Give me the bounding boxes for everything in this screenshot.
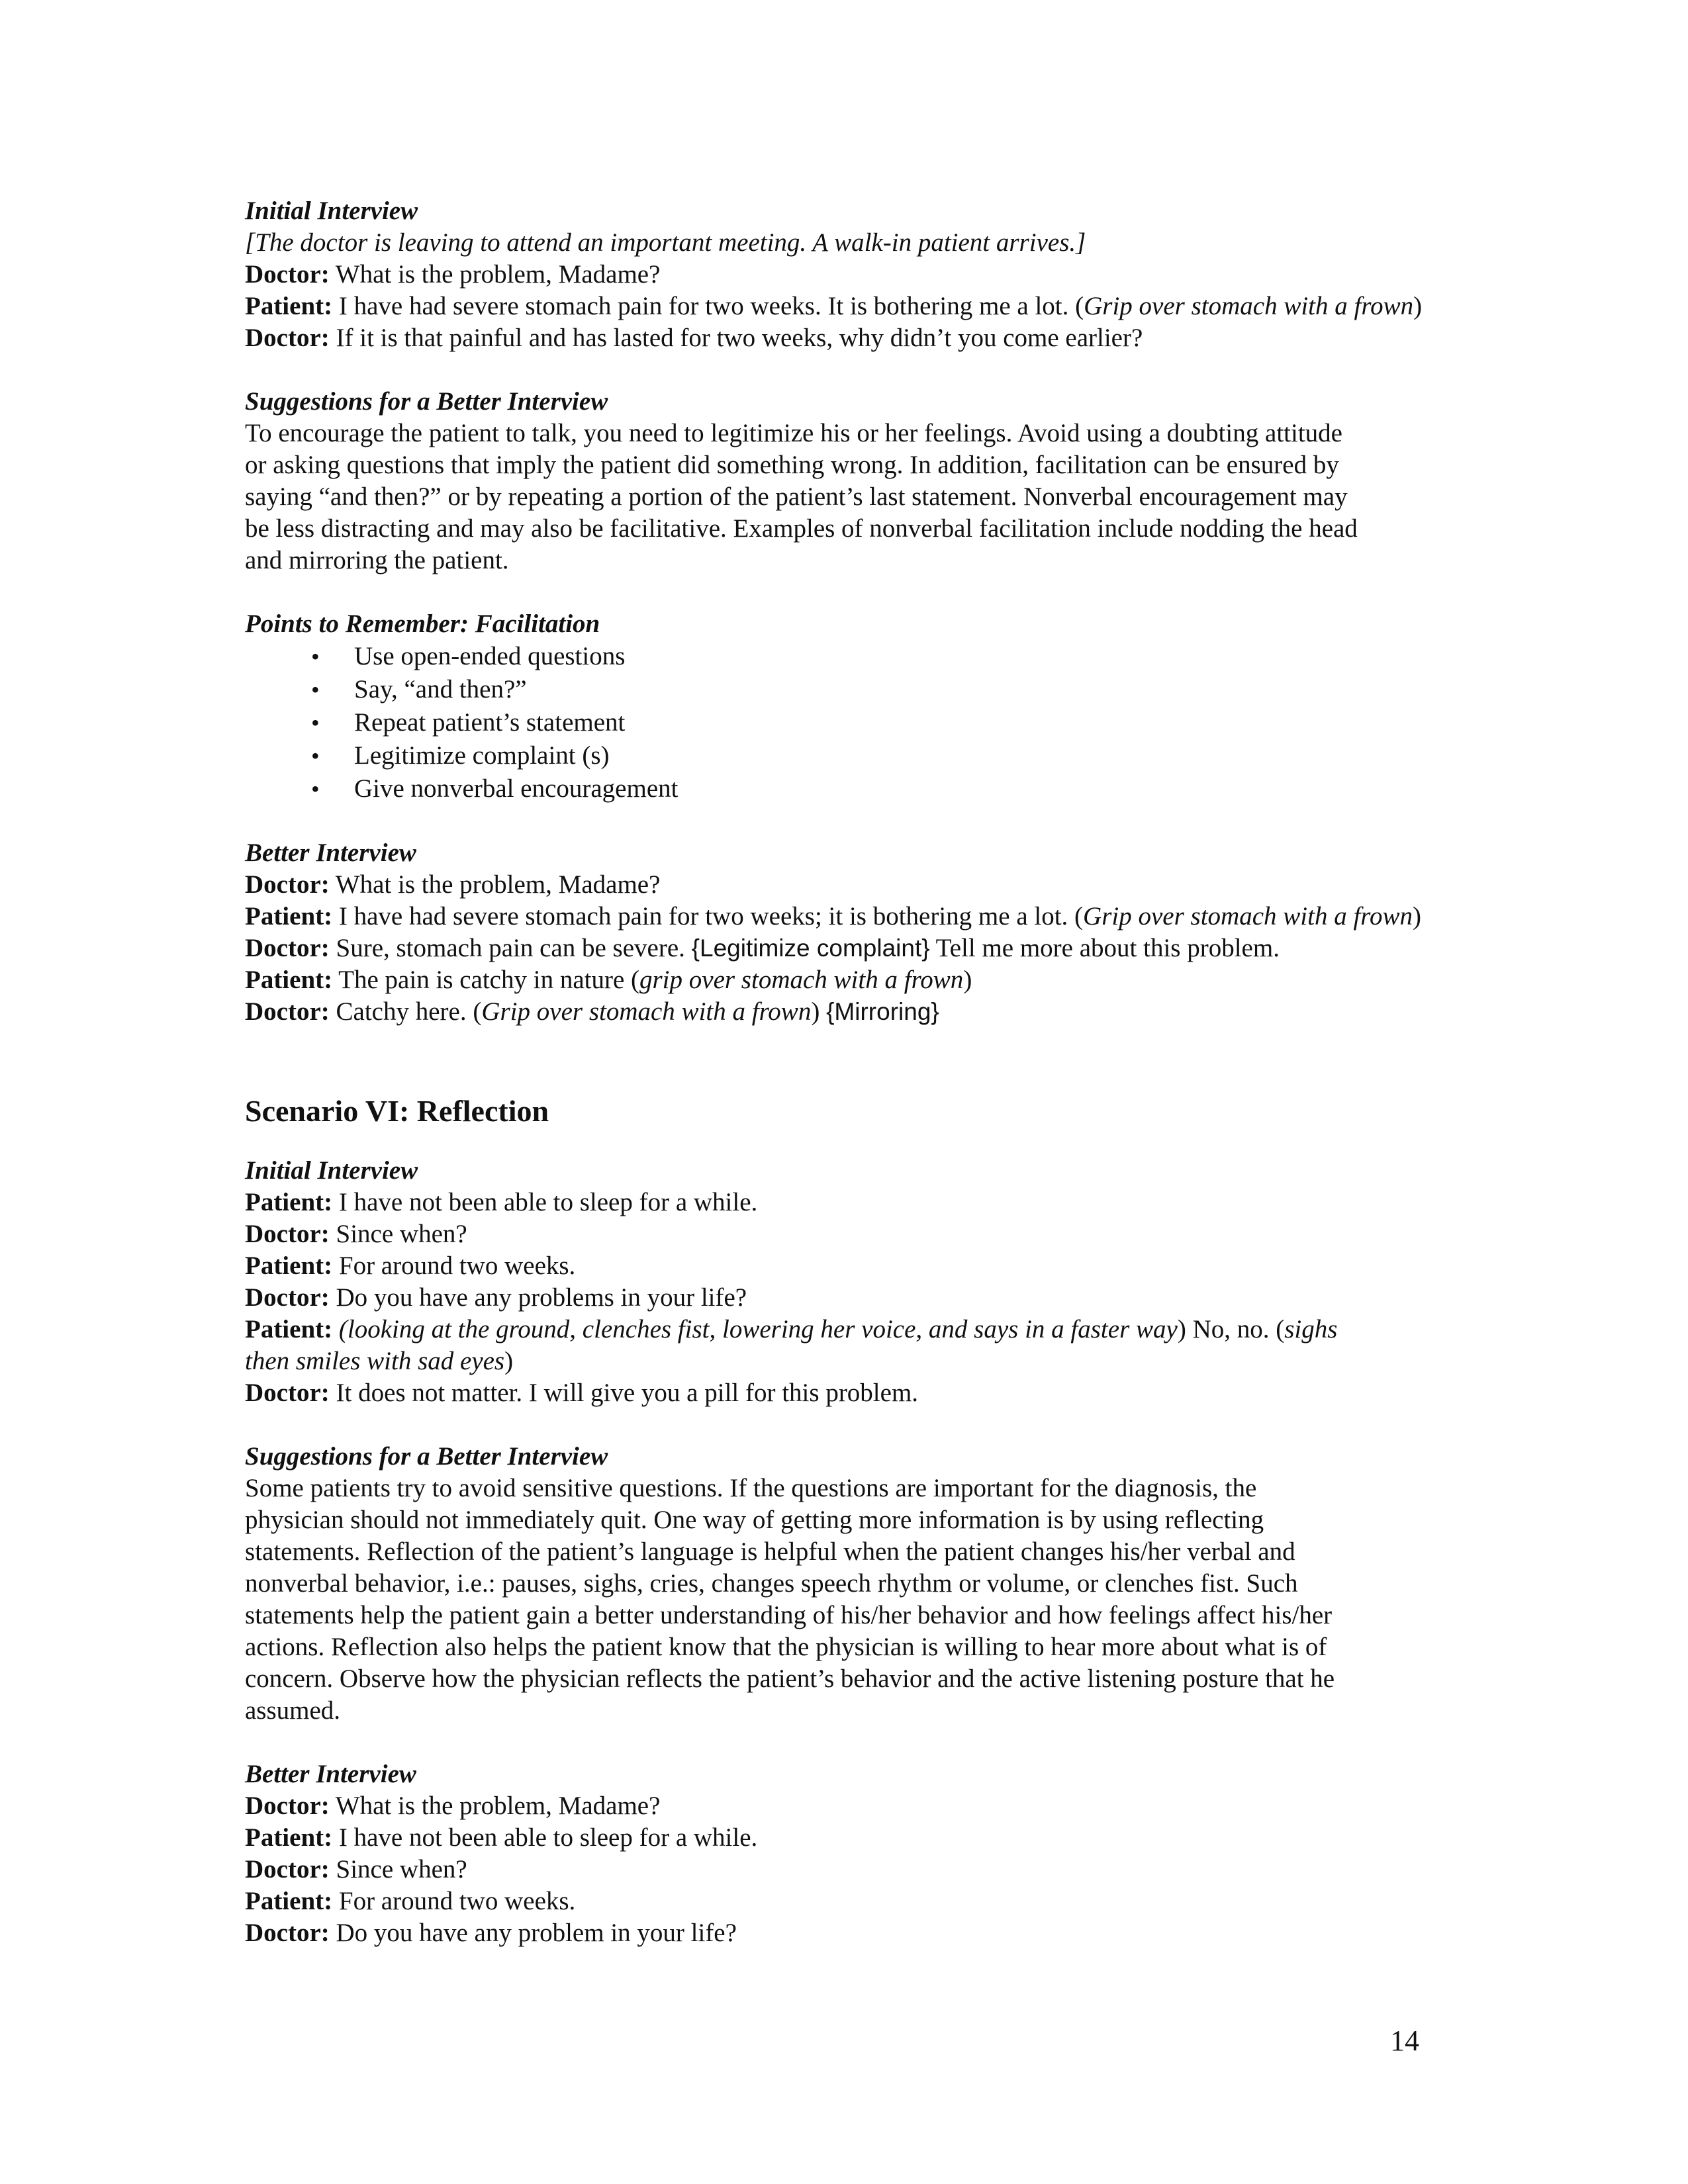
dialogue-line <box>245 1250 1503 1282</box>
dialogue-line <box>245 901 1503 933</box>
dialogue-text: What is the problem, Madame? <box>329 1792 661 1820</box>
dialogue-line <box>245 322 1503 354</box>
dialogue-text: ) No, no. ( <box>1177 1315 1285 1343</box>
spacer <box>245 1028 1503 1091</box>
speaker-label: Patient: <box>245 1188 333 1216</box>
dialogue-text: For around two weeks. <box>332 1887 576 1915</box>
speaker-label: Patient: <box>245 292 333 320</box>
dialogue-line <box>245 1822 1503 1854</box>
dialogue-text: Since when? <box>329 1220 467 1248</box>
bullet-icon: • <box>311 743 320 769</box>
dialogue-text: I have had severe stomach pain for two weeks. It is bothering me a lot. ( <box>332 292 1084 320</box>
list-item-text: Say, “and then?” <box>354 675 527 704</box>
dialogue-line <box>245 259 1503 291</box>
speaker-label: Doctor: <box>245 1283 330 1312</box>
dialogue-line <box>245 291 1503 322</box>
stage-direction-inline: Grip over stomach with a frown <box>1083 902 1413 931</box>
dialogue-text: ) <box>1413 902 1422 931</box>
bullet-icon: • <box>311 643 320 670</box>
dialogue-text: Sure, stomach pain can be severe. <box>329 934 692 962</box>
speaker-label: Doctor: <box>245 324 330 352</box>
paragraph-line: concern. Observe how the physician reflects the patient’s behavior and the active listening posture that he <box>245 1664 1335 1693</box>
paragraph-line: physician should not immediately quit. One way of getting more information is by using reflecting <box>245 1506 1264 1534</box>
speaker-label: Doctor: <box>245 260 330 289</box>
technique-tag: {Legitimize complaint} <box>691 934 930 962</box>
paragraph-line: actions. Reflection also helps the patient know that the physician is willing to hear more about what is of <box>245 1633 1327 1661</box>
stage-direction: [The doctor is leaving to attend an important meeting. A walk-in patient arrives.] <box>245 228 1086 257</box>
dialogue-text: Since when? <box>329 1855 467 1884</box>
spacer <box>245 354 1503 386</box>
speaker-label: Patient: <box>245 966 333 994</box>
dialogue-text: If it is that painful and has lasted for two weeks, why didn’t you come earlier? <box>329 324 1143 352</box>
dialogue-line <box>245 996 1503 1028</box>
speaker-label: Doctor: <box>245 1855 330 1884</box>
dialogue-line <box>245 1886 1503 1917</box>
initial-interview-heading: Initial Interview <box>245 197 418 225</box>
paragraph-line: Some patients try to avoid sensitive questions. If the questions are important for the diagnosis, the <box>245 1474 1257 1502</box>
list-item <box>245 640 1503 673</box>
dialogue-line <box>245 1917 1503 1949</box>
speaker-label: Patient: <box>245 1823 333 1852</box>
speaker-label: Patient: <box>245 1887 333 1915</box>
list-item <box>245 739 1503 772</box>
speaker-label: Doctor: <box>245 997 330 1026</box>
list-item <box>245 772 1503 805</box>
list-item-text: Legitimize complaint (s) <box>354 741 610 770</box>
dialogue-line <box>245 1187 1503 1218</box>
spacer <box>245 1409 1503 1441</box>
bullet-icon: • <box>311 776 320 802</box>
paragraph-line: statements. Reflection of the patient’s language is helpful when the patient changes his/her verbal and <box>245 1537 1295 1566</box>
dialogue-line <box>245 1790 1503 1822</box>
dialogue-line <box>245 933 1503 964</box>
list-item-text: Use open-ended questions <box>354 642 626 670</box>
bullet-icon: • <box>311 676 320 703</box>
list-item-text: Repeat patient’s statement <box>354 708 626 737</box>
spacer <box>245 805 1503 837</box>
points-heading: Points to Remember: Facilitation <box>245 610 600 638</box>
dialogue-line <box>245 1854 1503 1886</box>
scenario-title: Scenario VI: Reflection <box>245 1094 549 1128</box>
speaker-label: Doctor: <box>245 1379 330 1407</box>
dialogue-text: ) <box>1413 292 1423 320</box>
dialogue-line <box>245 869 1503 901</box>
paragraph-line: be less distracting and may also be facilitative. Examples of nonverbal facilitation include nodding the head <box>245 514 1358 543</box>
list-item <box>245 673 1503 706</box>
dialogue-text: I have had severe stomach pain for two weeks; it is bothering me a lot. ( <box>332 902 1084 931</box>
list-item-text: Give nonverbal encouragement <box>354 774 679 803</box>
list-item <box>245 706 1503 739</box>
speaker-label: Patient: <box>245 902 333 931</box>
speaker-label: Doctor: <box>245 870 330 899</box>
dialogue-line <box>245 1218 1503 1250</box>
speaker-label: Doctor: <box>245 1220 330 1248</box>
dialogue-text: ) <box>504 1347 514 1375</box>
stage-direction-inline: sighs <box>1284 1315 1338 1343</box>
spacer <box>245 1727 1503 1758</box>
dialogue-text: Do you have any problems in your life? <box>329 1283 747 1312</box>
dialogue-line-continued <box>245 1345 1503 1377</box>
stage-direction-inline: grip over stomach with a frown <box>639 966 964 994</box>
better-interview-heading: Better Interview <box>245 1760 416 1788</box>
dialogue-text: Catchy here. ( <box>329 997 482 1026</box>
paragraph-line: or asking questions that imply the patient did something wrong. In addition, facilitation can be ensured by <box>245 451 1339 479</box>
suggestions-heading: Suggestions for a Better Interview <box>245 387 608 416</box>
dialogue-line <box>245 1377 1503 1409</box>
paragraph-line: and mirroring the patient. <box>245 546 509 574</box>
dialogue-line <box>245 1282 1503 1314</box>
dialogue-text: What is the problem, Madame? <box>329 870 661 899</box>
document-page <box>245 195 1503 1949</box>
speaker-label: Patient: <box>245 1251 333 1280</box>
stage-direction-inline: Grip over stomach with a frown <box>1084 292 1414 320</box>
stage-direction-inline: Grip over stomach with a frown <box>481 997 812 1026</box>
speaker-label: Doctor: <box>245 1919 330 1947</box>
points-list <box>245 640 1503 805</box>
dialogue-text: For around two weeks. <box>332 1251 576 1280</box>
stage-direction-inline: (looking at the ground, clenches fist, lowering her voice, and says in a faster way <box>332 1315 1178 1343</box>
paragraph-line: statements help the patient gain a better understanding of his/her behavior and how feelings affect his/her <box>245 1601 1333 1629</box>
paragraph-line: assumed. <box>245 1696 341 1725</box>
speaker-label: Patient: <box>245 1315 333 1343</box>
spacer <box>245 576 1503 608</box>
speaker-label: Doctor: <box>245 1792 330 1820</box>
dialogue-text: Do you have any problem in your life? <box>329 1919 737 1947</box>
paragraph-line: To encourage the patient to talk, you need to legitimize his or her feelings. Avoid using a doubting attitude <box>245 419 1342 447</box>
dialogue-text: Tell me more about this problem. <box>929 934 1280 962</box>
paragraph-line: nonverbal behavior, i.e.: pauses, sighs, cries, changes speech rhythm or volume, or clenches fist. Such <box>245 1569 1298 1598</box>
page-number: 14 <box>1390 2025 1419 2057</box>
initial-interview-heading: Initial Interview <box>245 1156 418 1185</box>
dialogue-text: ) <box>811 997 827 1026</box>
dialogue-text: ) <box>963 966 972 994</box>
dialogue-text: What is the problem, Madame? <box>329 260 661 289</box>
stage-direction-inline: then smiles with sad eyes <box>245 1347 505 1375</box>
dialogue-line <box>245 964 1503 996</box>
dialogue-text: I have not been able to sleep for a while. <box>332 1188 758 1216</box>
bullet-icon: • <box>311 709 320 736</box>
better-interview-heading: Better Interview <box>245 839 416 867</box>
dialogue-line <box>245 1314 1503 1345</box>
paragraph-line: saying “and then?” or by repeating a portion of the patient’s last statement. Nonverbal encouragement may <box>245 482 1348 511</box>
speaker-label: Doctor: <box>245 934 330 962</box>
dialogue-text: It does not matter. I will give you a pill for this problem. <box>329 1379 919 1407</box>
suggestions-heading: Suggestions for a Better Interview <box>245 1442 608 1471</box>
technique-tag: {Mirroring} <box>826 998 939 1025</box>
dialogue-text: The pain is catchy in nature ( <box>332 966 639 994</box>
dialogue-text: I have not been able to sleep for a while. <box>332 1823 758 1852</box>
